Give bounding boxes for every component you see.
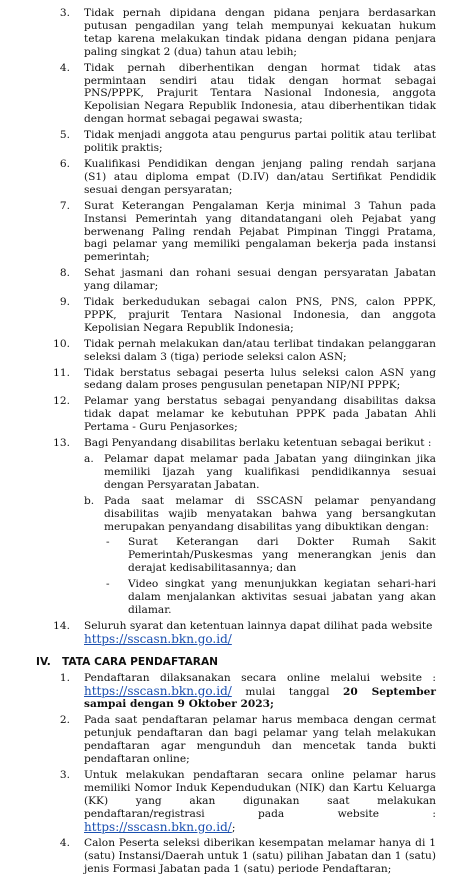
list-item: 3. Tidak pernah dipidana dengan pidana penjara berdasarkan putusan pengadilan yang telah mempunyai kekuatan hukum tetap karena melakukan tindak pidana dengan pidana penjara paling singkat 2 (dua) tahun atau lebih;: [59, 7, 436, 58]
list-item: 7. Surat Keterangan Pengalaman Kerja minimal 3 Tahun pada Instansi Pemerintah yang ditandatangani oleh Pejabat yang berwenang Paling rendah Pejabat Pimpinan Tinggi Pratama, bagi pelamar yang memiliki pengalaman bekerja pada instansi pemerintah;: [59, 199, 436, 264]
list-item: 6. Kualifikasi Pendidikan dengan jenjang paling rendah sarjana (S1) atau diploma empat (D.IV) dan/atau Sertifikat Pendidik sesuai dengan persyaratan;: [59, 157, 436, 196]
list-item: 5. Tidak menjadi anggota atau pengurus partai politik atau terlibat politik praktis;: [59, 129, 436, 155]
item-text: Seluruh syarat dan ketentuan lainnya dapat dilihat pada website: [84, 619, 433, 632]
list-item: 4. Calon Peserta seleksi diberikan kesempatan melamar hanya di 1 (satu) Instansi/Daerah untuk 1 (satu) pilihan Jabatan dan 1 (satu) jenis Formasi Jabatan pada 1 (satu) periode Pendaftaran;: [59, 837, 436, 876]
requirements-list-end: [0, 620, 436, 647]
list-item: 8. Sehat jasmani dan rohani sesuai dengan persyaratan Jabatan yang dilamar;: [59, 267, 436, 293]
section-heading: IV. TATA CARA PENDAFTARAN: [36, 655, 219, 668]
list-item: 10. Tidak pernah melakukan dan/atau terlibat tindakan pelanggaran seleksi dalam 3 (tiga) periode seleksi calon ASN;: [53, 337, 436, 363]
item-text: Untuk melakukan pendaftaran secara online pelamar harus memiliki Nomor Induk Kependudukan (NIK) dan Kartu Keluarga (KK) yang akan digunakan saat melakukan pendaftaran/registrasi pada website :: [84, 768, 436, 820]
sscasn-link[interactable]: https://sscasn.bkn.go.id/: [84, 819, 232, 834]
item-text: ;: [231, 821, 236, 834]
list-item: 13. Bagi Penyandang disabilitas berlaku ketentuan sebagai berikut :: [53, 437, 432, 450]
sscasn-link[interactable]: https://sscasn.bkn.go.id/: [84, 631, 232, 646]
list-item: 2. Pada saat pendaftaran pelamar harus membaca dengan cermat petunjuk pendaftaran dan bagi pelamar yang telah melakukan pendaftaran agar mengunduh dan mencetak tanda bukti pendaftaran online;: [59, 714, 436, 766]
list-item: 3. Untuk melakukan pendaftaran secara online pelamar harus memiliki Nomor Induk Kependudukan (NIK) dan Kartu Keluarga (KK) yang akan digunakan saat melakukan pendaftaran/registrasi pada website : https://sscasn.bkn.go.id/;: [59, 768, 436, 834]
list-item: 1. Pendaftaran dilaksanakan secara online melalui website : https://sscasn.bkn.go.id/ mulai tanggal 20 September sampai dengan 9 Oktober 2023;: [59, 671, 436, 711]
evidence-dash-list: [104, 536, 436, 616]
list-item: 14. Seluruh syarat dan ketentuan lainnya dapat dilihat pada website https://sscasn.bkn.go.id/: [53, 619, 433, 646]
disability-sublist: [84, 453, 436, 617]
requirements-list: [0, 7, 436, 450]
registration-list: [0, 672, 436, 876]
list-item: 11. Tidak berstatus sebagai peserta lulus seleksi calon ASN yang sedang dalam proses pengusulan penetapan NIP/NI PPPK;: [53, 366, 436, 392]
list-item: 12. Pelamar yang berstatus sebagai penyandang disabilitas daksa tidak dapat melamar ke kebutuhan PPPK pada Jabatan Ahli Pertama - Guru Penjasorkes;: [53, 395, 436, 434]
list-item: 9. Tidak berkedudukan sebagai calon PNS, PNS, calon PPPK, PPPK, prajurit Tentara Nasional Indonesia, dan anggota Kepolisian Negara Republik Indonesia;: [59, 296, 436, 334]
dash-list-item: - Surat Keterangan dari Dokter Rumah Sakit Pemerintah/Puskesmas yang menerangkan jenis dan derajat kedisabilitasannya; dan: [106, 536, 436, 575]
item-text: Pendaftaran dilaksanakan secara online melalui website :: [84, 671, 436, 684]
registration-dates: 20 September sampai dengan 9 Oktober 2023;: [84, 685, 436, 711]
list-item: 4. Tidak pernah diberhentikan dengan hormat tidak atas permintaan sendiri atau tidak dengan hormat sebagai PNS/PPPK, Prajurit Tentara Nasional Indonesia, anggota Kepolisian Negara Republik Indonesia, atau diberhentikan tidak dengan hormat sebagai pegawai swasta;: [59, 61, 436, 126]
dash-list-item: - Video singkat yang menunjukkan kegiatan sehari-hari dalam menjalankan aktivitas sesuai jabatan yang akan dilamar.: [106, 578, 436, 616]
sub-list-item: a. Pelamar dapat melamar pada Jabatan yang diinginkan jika memiliki Ijazah yang kualifikasi pendidikannya sesuai dengan Persyaratan Jabatan.: [84, 453, 436, 491]
sscasn-link[interactable]: https://sscasn.bkn.go.id/: [84, 683, 232, 698]
item-text: mulai tanggal: [231, 685, 344, 698]
sub-list-item: b. Pada saat melamar di SSCASN pelamar penyandang disabilitas wajib menyatakan bahwa yang bersangkutan merupakan penyandang disabilitas yang dibuktikan dengan:: [84, 494, 436, 533]
